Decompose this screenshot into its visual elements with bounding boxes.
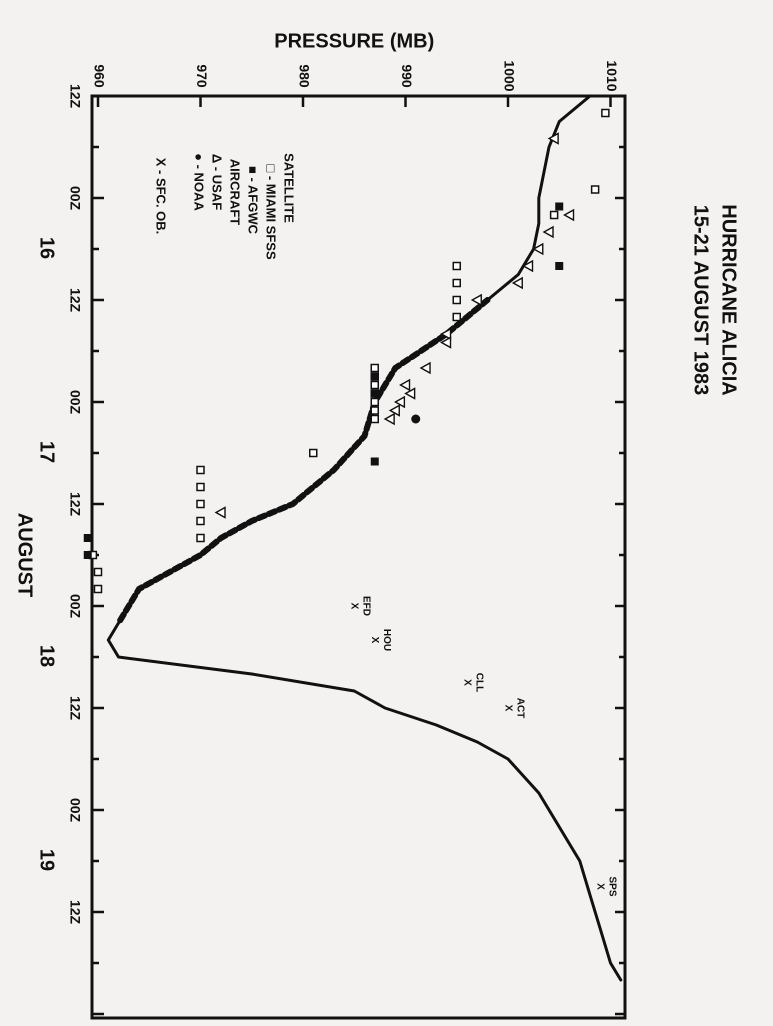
- sfc-ob-label: EFD: [360, 596, 372, 616]
- miami-sfss-point: [453, 280, 460, 287]
- time-tick-label: 00Z: [67, 185, 84, 211]
- miami-sfss-point: [197, 535, 204, 542]
- sfc-ob-marker: X: [502, 704, 514, 712]
- afgwc-point: [371, 458, 379, 466]
- title-line-2: 15-21 AUGUST 1983: [689, 204, 712, 396]
- miami-sfss-point: [602, 110, 609, 117]
- afgwc-point: [555, 262, 563, 270]
- miami-sfss-point: [197, 484, 204, 491]
- miami-sfss-point: [371, 407, 378, 414]
- time-tick-label: 12Z: [67, 491, 84, 517]
- miami-sfss-point: [197, 518, 204, 525]
- afgwc-point: [84, 534, 92, 542]
- miami-sfss-point: [197, 501, 204, 508]
- sfc-ob-marker: X: [369, 636, 381, 644]
- time-tick-label: 12Z: [67, 287, 84, 313]
- sfc-ob-label: HOU: [381, 628, 393, 652]
- pressure-axis-title: PRESSURE (MB): [274, 30, 435, 53]
- miami-sfss-point: [95, 586, 102, 593]
- legend-afgwc: ■ - AFGWC: [245, 165, 261, 235]
- title-line-1: HURRICANE ALICIA: [717, 204, 740, 396]
- miami-sfss-point: [592, 186, 599, 193]
- sfc-ob-marker: X: [348, 602, 360, 610]
- day-label: 17: [35, 440, 58, 464]
- pressure-tick-label: 1010: [603, 60, 620, 92]
- legend-sfc-ob: X - SFC. OB.: [153, 157, 169, 235]
- miami-sfss-point: [453, 314, 460, 321]
- pressure-tick-label: 960: [91, 64, 108, 88]
- time-axis-title: AUGUST: [13, 512, 36, 598]
- miami-sfss-point: [551, 212, 558, 219]
- miami-sfss-point: [453, 297, 460, 304]
- sfc-ob-marker: X: [594, 883, 606, 890]
- sfc-ob-marker: X: [461, 679, 473, 686]
- legend-noaa: ● - NOAA: [191, 153, 207, 211]
- pressure-tick-label: 980: [296, 64, 313, 88]
- afgwc-point: [84, 551, 92, 559]
- time-tick-label: 12Z: [67, 695, 84, 721]
- day-label: 18: [35, 644, 58, 668]
- time-tick-label: 00Z: [67, 797, 84, 823]
- sfc-ob-label: SPS: [606, 876, 618, 897]
- pressure-tick-label: 1000: [501, 60, 518, 92]
- miami-sfss-point: [371, 365, 378, 372]
- miami-sfss-point: [453, 263, 460, 270]
- legend-usaf: Δ - USAF: [209, 153, 225, 211]
- afgwc-point: [371, 373, 379, 381]
- legend-aircraft-heading: AIRCRAFT: [227, 158, 243, 226]
- miami-sfss-point: [197, 467, 204, 474]
- miami-sfss-point: [371, 382, 378, 389]
- time-tick-label: 12Z: [67, 899, 84, 925]
- pressure-tick-label: 990: [398, 64, 415, 88]
- time-tick-label: 00Z: [67, 593, 84, 619]
- miami-sfss-point: [371, 399, 378, 406]
- noaa-point: [411, 415, 420, 424]
- legend-miami-sfss: □ - MIAMI SFSS: [263, 164, 279, 260]
- miami-sfss-point: [95, 569, 102, 576]
- day-label: 16: [35, 236, 58, 260]
- afgwc-point: [555, 203, 563, 211]
- afgwc-point: [371, 390, 379, 398]
- legend-satellite-heading: SATELLITE: [281, 153, 297, 223]
- time-tick-label: 00Z: [67, 389, 84, 415]
- time-tick-label: 12Z: [67, 83, 84, 109]
- day-label: 19: [35, 848, 58, 872]
- pressure-tick-label: 970: [193, 64, 210, 88]
- sfc-ob-label: ACT: [514, 697, 526, 719]
- miami-sfss-point: [310, 450, 317, 457]
- sfc-ob-label: CLL: [473, 672, 485, 693]
- miami-sfss-point: [371, 416, 378, 423]
